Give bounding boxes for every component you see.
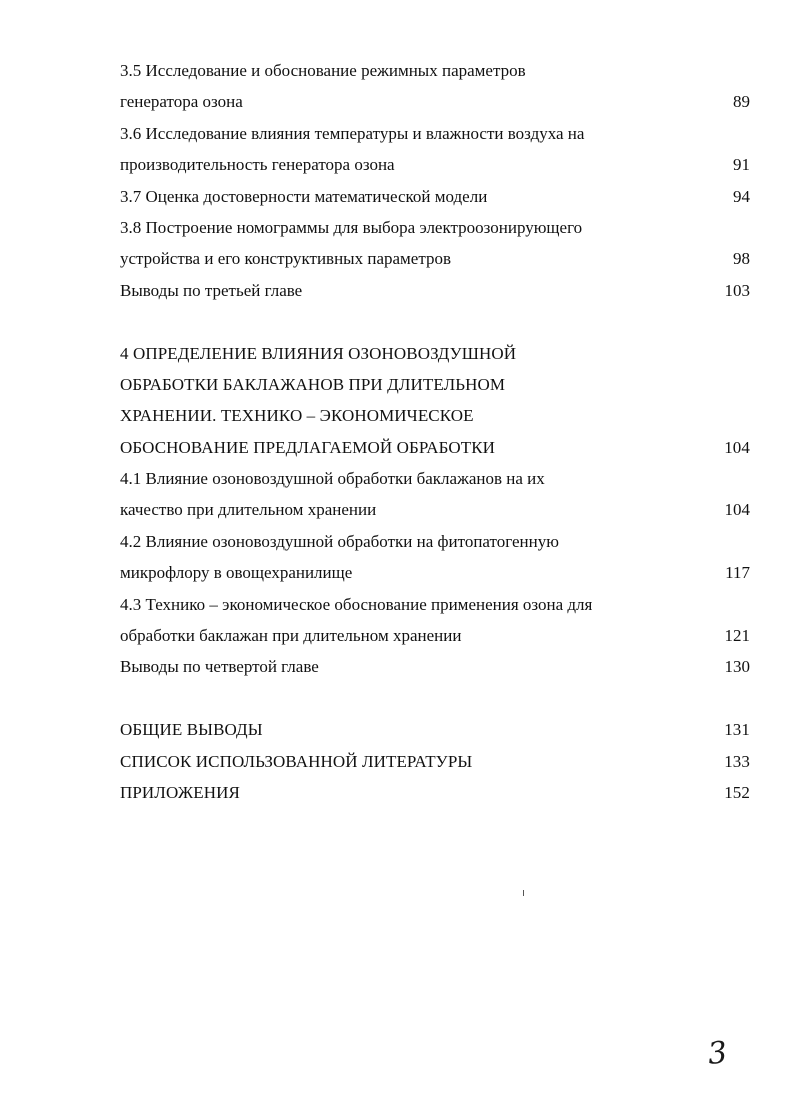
toc-line	[120, 714, 750, 745]
toc-entry-text: обработки баклажан при длительном хранении	[120, 626, 462, 646]
scan-artifact-mark	[523, 890, 524, 896]
toc-entry-page: 89	[733, 92, 750, 112]
toc-chapter-heading: СПИСОК ИСПОЛЬЗОВАННОЙ ЛИТЕРАТУРЫ	[120, 751, 473, 771]
toc-entry-text: Выводы по третьей главе	[120, 280, 303, 300]
toc-entry-text: 3.5 Исследование и обоснование режимных параметров	[120, 61, 526, 80]
toc-line	[120, 338, 750, 369]
toc-entry-text: устройства и его конструктивных параметров	[120, 249, 452, 269]
toc-line	[120, 118, 750, 149]
toc-line	[120, 243, 750, 274]
toc-entry-text: 4.1 Влияние озоновоздушной обработки баклажанов на их	[120, 469, 545, 489]
toc-entry-page: 131	[724, 720, 750, 740]
toc-line	[120, 746, 750, 777]
toc-entry-text: 4.2 Влияние озоновоздушной обработки на фитопатогенную	[120, 531, 559, 551]
toc-line	[120, 589, 750, 620]
toc-line	[120, 212, 750, 243]
toc-line	[120, 777, 750, 808]
toc-line	[120, 86, 750, 117]
toc-line	[120, 651, 750, 682]
handwritten-page-number: 3	[706, 1035, 729, 1072]
table-of-contents	[120, 55, 750, 808]
toc-line	[120, 526, 750, 557]
toc-entry-text: 3.7 Оценка достоверности математической модели	[120, 186, 488, 206]
toc-line	[120, 463, 750, 494]
toc-chapter-heading: ОБРАБОТКИ БАКЛАЖАНОВ ПРИ ДЛИТЕЛЬНОМ	[120, 374, 506, 394]
toc-chapter-heading: ОБОСНОВАНИЕ ПРЕДЛАГАЕМОЙ ОБРАБОТКИ	[120, 437, 496, 457]
toc-entry-text: генератора озона	[120, 92, 243, 112]
toc-entry-text: качество при длительном хранении	[120, 500, 377, 520]
toc-entry-text: 4.3 Технико – экономическое обоснование применения озона для	[120, 594, 593, 614]
toc-entry-text: 3.8 Построение номограммы для выбора электроозонирующего	[120, 217, 583, 237]
toc-entry-page: 98	[733, 249, 750, 269]
toc-entry-page: 121	[724, 626, 750, 646]
toc-line	[120, 55, 750, 86]
toc-entry-page: 133	[724, 751, 750, 771]
toc-line	[120, 149, 750, 180]
toc-line	[120, 400, 750, 431]
toc-entry-page: 104	[724, 437, 750, 457]
toc-entry-page: 117	[725, 563, 750, 583]
toc-chapter-heading: ХРАНЕНИИ. ТЕХНИКО – ЭКОНОМИЧЕСКОЕ	[120, 406, 474, 426]
section-spacer	[120, 683, 750, 714]
toc-entry-page: 152	[724, 782, 750, 802]
toc-line	[120, 369, 750, 400]
toc-chapter-heading: 4 ОПРЕДЕЛЕНИЕ ВЛИЯНИЯ ОЗОНОВОЗДУШНОЙ	[120, 343, 517, 363]
toc-entry-page: 130	[724, 657, 750, 677]
toc-entry-text: производительность генератора озона	[120, 155, 395, 175]
toc-line	[120, 494, 750, 525]
toc-entry-text: микрофлору в овощехранилище	[120, 563, 353, 583]
toc-entry-text: 3.6 Исследование влияния температуры и влажности воздуха на	[120, 123, 585, 143]
toc-entry-page: 104	[724, 500, 750, 520]
toc-line	[120, 181, 750, 212]
section-spacer	[120, 306, 750, 337]
toc-line	[120, 557, 750, 588]
toc-entry-page: 103	[724, 280, 750, 300]
toc-entry-page: 94	[733, 186, 750, 206]
toc-entry-text: Выводы по четвертой главе	[120, 657, 319, 677]
toc-chapter-heading: ПРИЛОЖЕНИЯ	[120, 782, 240, 802]
toc-line	[120, 275, 750, 306]
toc-chapter-heading: ОБЩИЕ ВЫВОДЫ	[120, 720, 263, 740]
toc-entry-page: 91	[733, 155, 750, 175]
toc-line	[120, 432, 750, 463]
toc-line	[120, 620, 750, 651]
